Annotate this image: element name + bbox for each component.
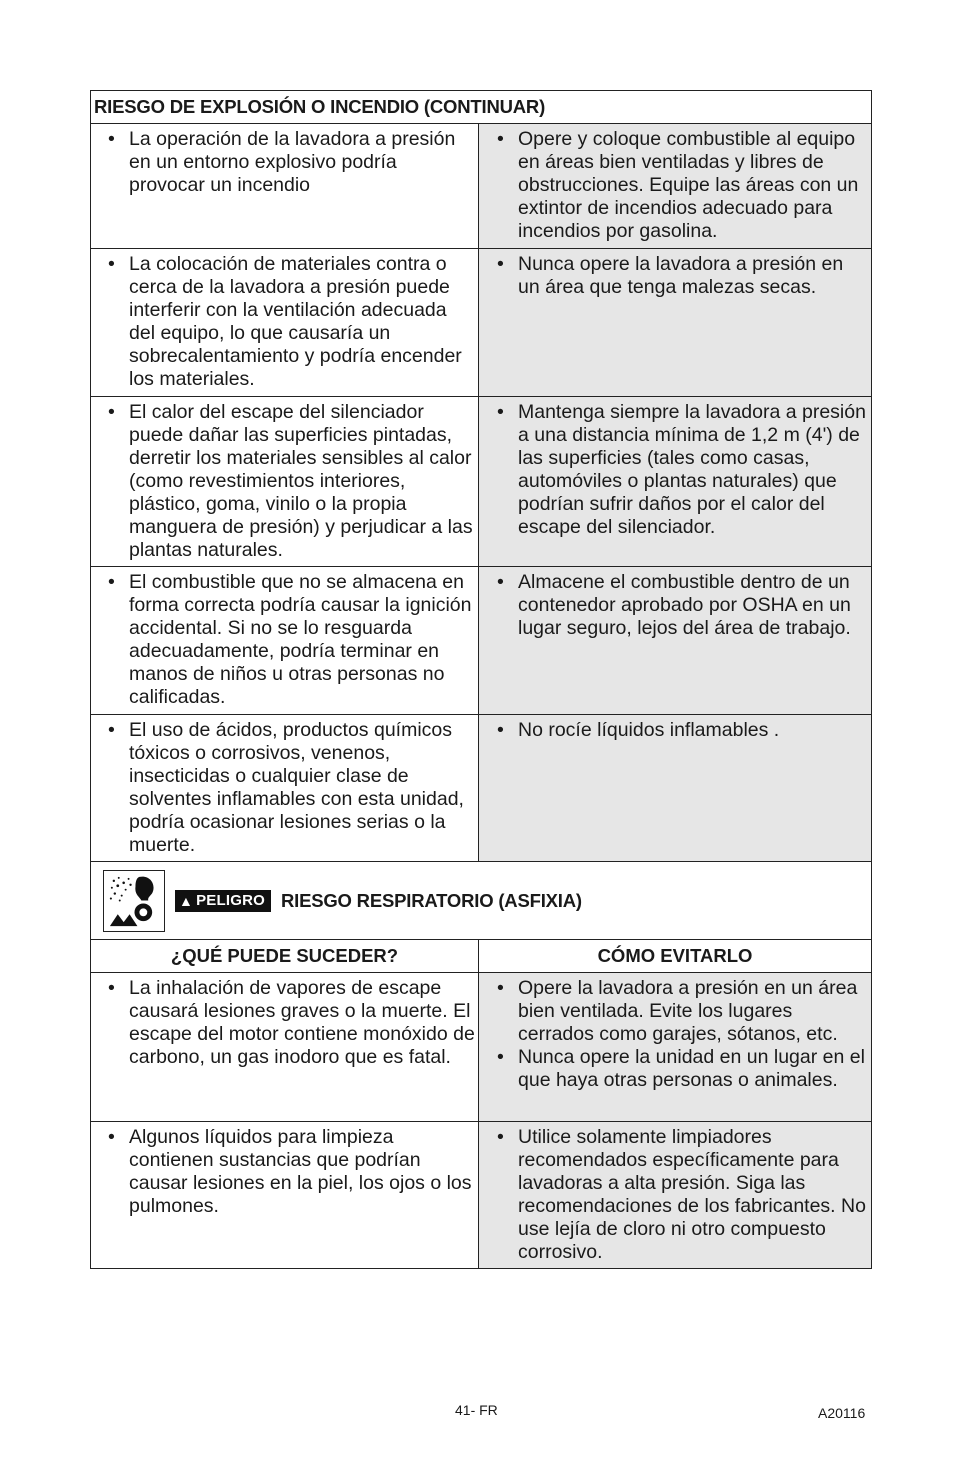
hazard-text: • El calor del escape del silenciador puede dañar las superficies pintadas, derretir los materiales sensibles al calor (como revestimientos interiores, plástico, goma, vinilo o la propia manguera de presión) y perjudicar a las plantas naturales.: [105, 401, 476, 562]
table-row: [91, 715, 871, 862]
column-header-what-happens: ¿QUÉ PUEDE SUCEDER?: [91, 940, 479, 972]
hazard-text: • La operación de la lavadora a presión en un entorno explosivo podría provocar un incendio: [105, 128, 476, 197]
prevention-cell: [479, 567, 871, 714]
table-row: [91, 1122, 871, 1268]
hazard-cell: [91, 249, 479, 396]
column-headers: [91, 940, 871, 973]
document-code: A20116: [818, 1405, 866, 1421]
prevention-text: • Nunca opere la lavadora a presión en un área que tenga malezas secas.: [494, 253, 869, 299]
table-row: [91, 973, 871, 1122]
prevention-text: • No rocíe líquidos inflamables .: [494, 719, 869, 742]
safety-table: [90, 90, 872, 1269]
hazard-text: • El combustible que no se almacena en forma correcta podría causar la ignición accidental. Si no se lo resguarda adecuadamente, podría terminar en manos de niños u otras personas no calificadas.: [105, 571, 476, 709]
table-row: [91, 124, 871, 249]
section-title-respiratory: RIESGO RESPIRATORIO (ASFIXIA): [280, 889, 582, 911]
hazard-cell: [91, 567, 479, 714]
prevention-cell: [479, 124, 871, 248]
danger-badge: [175, 890, 271, 912]
prevention-cell: [479, 249, 871, 396]
hazard-text: • Algunos líquidos para limpieza contienen sustancias que podrían causar lesiones en la piel, los ojos o los pulmones.: [105, 1126, 476, 1218]
hazard-cell: [91, 124, 479, 248]
prevention-text: • Opere la lavadora a presión en un área bien ventilada. Evite los lugares cerrados como garajes, sótanos, etc.: [494, 977, 869, 1046]
hazard-text: • El uso de ácidos, productos químicos tóxicos o corrosivos, venenos, insecticidas o cualquier clase de solventes inflamables con esta unidad, podría ocasionar lesiones serias o la muerte.: [105, 719, 476, 857]
respiratory-hazard-header: [91, 862, 871, 940]
hazard-cell: [91, 397, 479, 566]
warning-triangle-icon: ▲: [179, 892, 194, 909]
table-row: [91, 249, 871, 397]
prevention-text: • Almacene el combustible dentro de un contenedor aprobado por OSHA en un lugar seguro, lejos del área de trabajo.: [494, 571, 869, 640]
prevention-text: • Utilice solamente limpiadores recomendados específicamente para lavadoras a alta presión. Siga las recomendaciones de los fabricantes. No use lejía de cloro ni otro compuesto corrosivo.: [494, 1126, 869, 1264]
danger-badge-label: PELIGRO: [196, 892, 265, 909]
prevention-text: • Nunca opere la unidad en un lugar en el que haya otras personas o animales.: [494, 1046, 869, 1092]
hazard-cell: [91, 1122, 479, 1268]
prevention-cell: [479, 715, 871, 861]
hazard-cell: [91, 715, 479, 861]
section-title-explosion: RIESGO DE EXPLOSIÓN O INCENDIO (CONTINUAR): [91, 91, 871, 124]
hazard-text: • La inhalación de vapores de escape causará lesiones graves o la muerte. El escape del motor contiene monóxido de carbono, un gas inodoro que es fatal.: [105, 977, 476, 1069]
prevention-cell: [479, 973, 871, 1121]
table-row: [91, 397, 871, 567]
prevention-text: • Opere y coloque combustible al equipo en áreas bien ventiladas y libres de obstrucciones. Equipe las áreas con un extintor de incendios adecuado para incendios por gasolina.: [494, 128, 869, 243]
hazard-cell: [91, 973, 479, 1121]
prevention-cell: [479, 1122, 871, 1268]
hazard-text: • La colocación de materiales contra o cerca de la lavadora a presión puede interferir con la ventilación adecuada del equipo, lo que causaría un sobrecalentamiento y podría encender los materiales.: [105, 253, 476, 391]
table-row: [91, 567, 871, 715]
respiratory-hazard-icon: [103, 870, 165, 932]
page-number: 41- FR: [455, 1402, 498, 1418]
column-header-how-to-avoid: CÓMO EVITARLO: [597, 945, 753, 966]
prevention-cell: [479, 397, 871, 566]
prevention-text: • Mantenga siempre la lavadora a presión a una distancia mínima de 1,2 m (4') de las superficies (tales como casas, automóviles o plantas naturales) que podrían sufrir daños por el calor del escape del silenciador.: [494, 401, 869, 539]
